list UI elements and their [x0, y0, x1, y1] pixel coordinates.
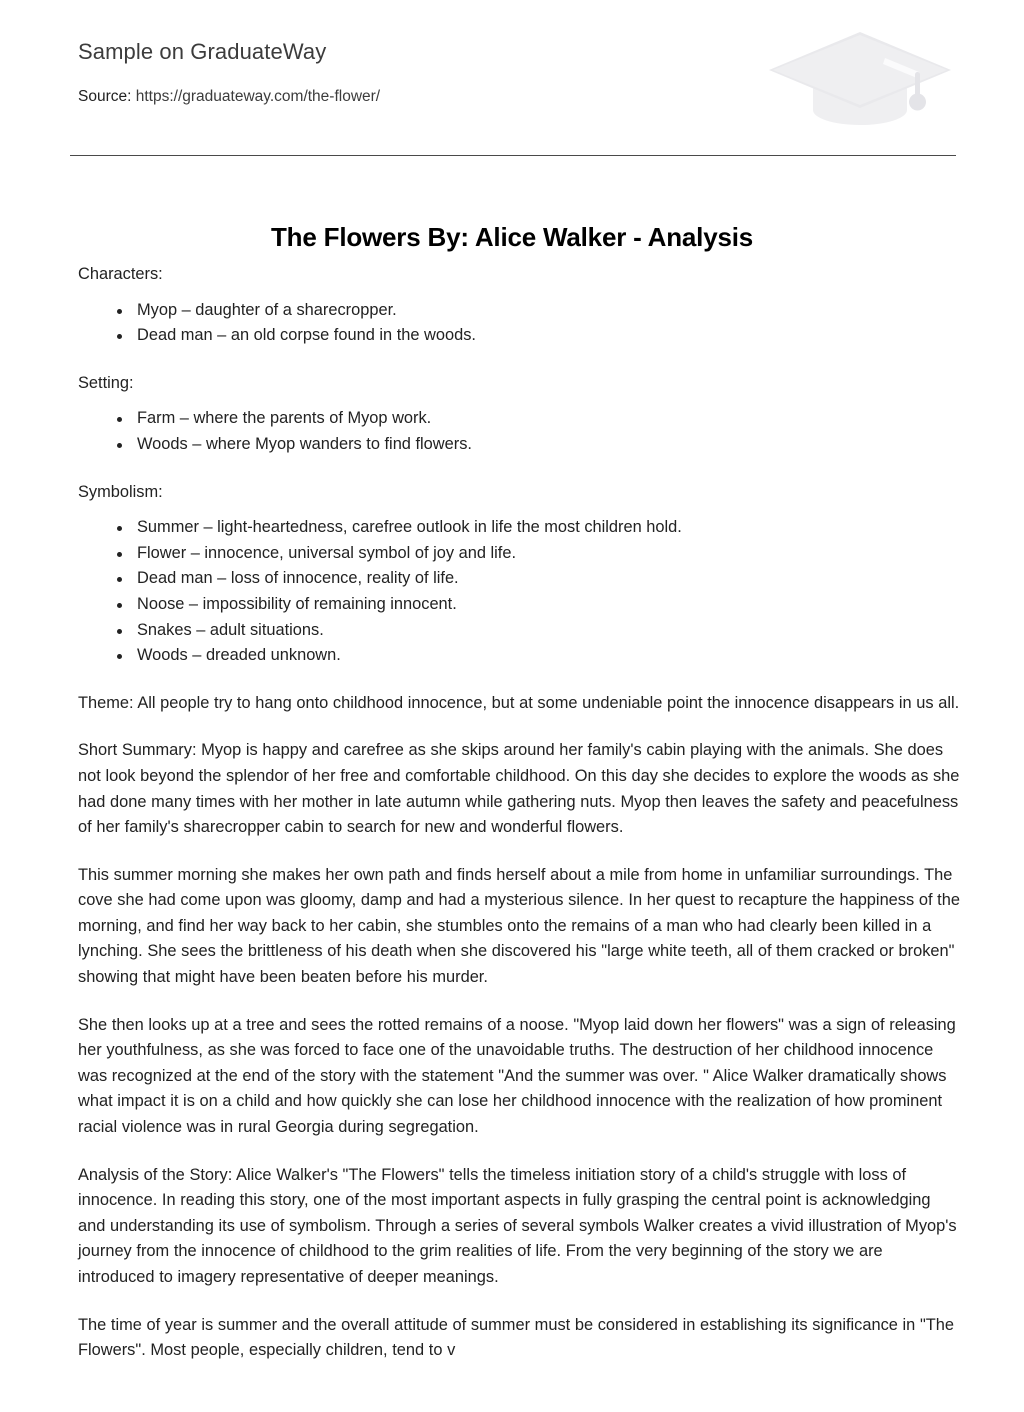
list-item: Snakes – adult situations. — [117, 618, 962, 644]
characters-heading: Characters: — [78, 265, 163, 283]
source-line — [78, 87, 380, 107]
characters-list — [78, 298, 962, 349]
document-body — [78, 262, 962, 1386]
symbolism-list — [78, 515, 962, 669]
list-item: Myop – daughter of a sharecropper. — [117, 298, 962, 324]
header-divider — [70, 155, 956, 156]
analysis-paragraph: Analysis of the Story: Alice Walker's "The Flowers" tells the timeless initiation story of a child's struggle with loss of innocence. In reading this story, one of the most important aspects in fully grasping the central point is acknowledging and understanding its use of symbolism. Through a series of several symbols Walker creates a vivid illustration of Myop's journey from the innocence of childhood to the grim realities of life. From the very beginning of the story we are introduced to imagery representative of deeper meanings. — [78, 1165, 957, 1286]
list-item: Flower – innocence, universal symbol of joy and life. — [117, 541, 962, 567]
page-title: The Flowers By: Alice Walker - Analysis — [270, 222, 754, 253]
graduation-cap-icon — [765, 22, 955, 134]
list-item: Woods – where Myop wanders to find flowers. — [117, 432, 962, 458]
list-item: Dead man – loss of innocence, reality of life. — [117, 566, 962, 592]
list-item: Noose – impossibility of remaining innocent. — [117, 592, 962, 618]
page-header — [0, 0, 1024, 156]
source-label: Source: — [78, 88, 132, 105]
brand-title: Sample on GraduateWay — [78, 39, 327, 64]
noose-paragraph: She then looks up at a tree and sees the rotted remains of a noose. "Myop laid down her flowers" was a sign of releasing her youthfulness, as she was forced to face one of the unavoidable truths. The destruction of her childhood innocence was recognized at the end of the story with the statement "And the summer was over. " Alice Walker dramatically shows what impact it is on a child and how quickly she can lose her childhood innocence with the realization of how prominent racial violence was in rural Georgia during segregation. — [78, 1015, 956, 1137]
source-url[interactable]: https://graduateway.com/the-flower/ — [135, 88, 381, 105]
theme-paragraph: Theme: All people try to hang onto childhood innocence, but at some undeniable point the innocence disappears in us all. — [78, 693, 960, 712]
time-of-year-paragraph: The time of year is summer and the overall attitude of summer must be considered in establishing its significance in "The Flowers". Most people, especially children, tend to v — [78, 1315, 955, 1360]
short-summary-paragraph: Short Summary: Myop is happy and carefree as she skips around her family's cabin playing with the animals. She does not look beyond the splendor of her free and comfortable childhood. On this day she decides to explore the woods as she had done many times with her mother in late autumn while gathering nuts. Myop then leaves the safety and peacefulness of her family's sharecropper cabin to search for new and wonderful flowers. — [78, 741, 960, 837]
list-item: Summer – light-heartedness, carefree outlook in life the most children hold. — [117, 515, 962, 541]
list-item: Woods – dreaded unknown. — [117, 643, 962, 669]
setting-heading: Setting: — [78, 373, 134, 392]
symbolism-heading: Symbolism: — [78, 482, 163, 501]
list-item: Dead man – an old corpse found in the woods. — [117, 323, 962, 349]
summer-morning-paragraph: This summer morning she makes her own path and finds herself about a mile from home in unfamiliar surroundings. The cove she had come upon was gloomy, damp and had a mysterious silence. In her quest to recapture the happiness of the morning, and find her way back to her cabin, she stumbles onto the remains of a man who had clearly been killed in a lynching. She sees the brittleness of his death when she discovered his "large white teeth, all of them cracked or broken" showing that might have been beaten before his murder. — [78, 865, 960, 987]
setting-list — [78, 406, 962, 457]
list-item: Farm – where the parents of Myop work. — [117, 406, 962, 432]
